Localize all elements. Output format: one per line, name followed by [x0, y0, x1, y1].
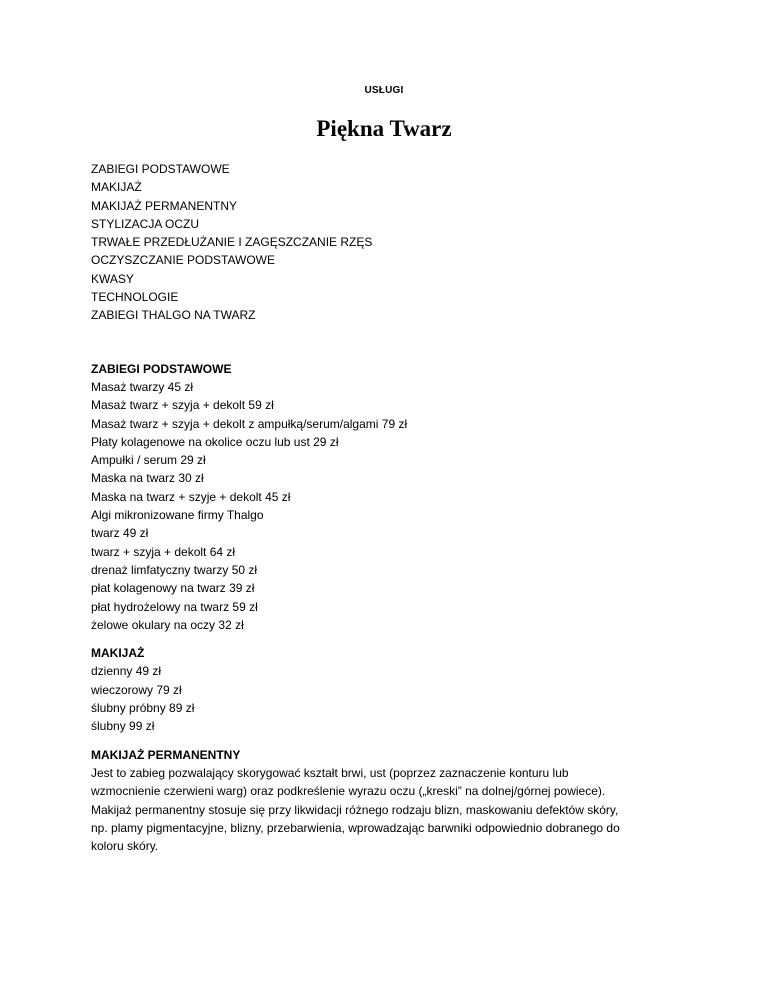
- document-content: [91, 160, 691, 855]
- section-permanent-makeup: [91, 746, 691, 856]
- price-item: Płaty kolagenowe na okolice oczu lub ust 29 zł: [91, 434, 339, 449]
- menu-item-acids: KWASY: [91, 271, 134, 286]
- section-title: ZABIEGI PODSTAWOWE: [91, 361, 232, 376]
- price-item: ślubny próbny 89 zł: [91, 701, 195, 716]
- menu-item-permanent-makeup: MAKIJAŻ PERMANENTNY: [91, 198, 238, 213]
- menu-item-basic-cleansing: OCZYSZCZANIE PODSTAWOWE: [91, 253, 276, 268]
- price-item: Masaż twarz + szyja + dekolt 59 zł: [91, 398, 274, 413]
- price-item: Maska na twarz + szyje + dekolt 45 zł: [91, 489, 291, 504]
- description-line: wzmocnienie czerwieni warg) oraz podkreślenie wyrazu oczu („kreski” na dolnej/górnej powiece).: [91, 784, 606, 799]
- description-line: Makijaż permanentny stosuje się przy likwidacji różnego rodzaju blizn, maskowaniu defektów skóry,: [91, 802, 619, 817]
- menu-item-technologies: TECHNOLOGIE: [91, 290, 179, 305]
- section-makeup: [91, 644, 691, 735]
- price-item: twarz + szyja + dekolt 64 zł: [91, 544, 236, 559]
- price-item: Ampułki / serum 29 zł: [91, 453, 206, 468]
- section-title: MAKIJAŻ: [91, 646, 145, 661]
- section-basic-treatments: [91, 360, 691, 634]
- price-item: drenaż limfatyczny twarzy 50 zł: [91, 562, 258, 577]
- description-line: Jest to zabieg pozwalający skorygować kształt brwi, ust (poprzez zaznaczenie konturu lub: [91, 765, 569, 780]
- document-title: Piękna Twarz: [316, 116, 452, 141]
- spacer: [91, 634, 691, 644]
- menu-item-eyelash-extension: TRWAŁE PRZEDŁUŻANIE I ZAGĘSZCZANIE RZĘS: [91, 235, 373, 250]
- price-item: Maska na twarz 30 zł: [91, 471, 204, 486]
- document-heading: USŁUGI: [364, 85, 404, 96]
- menu-item-thalgo: ZABIEGI THALGO NA TWARZ: [91, 308, 256, 323]
- price-item: Masaż twarz + szyja + dekolt z ampułką/serum/algami 79 zł: [91, 416, 408, 431]
- price-item: ślubny 99 zł: [91, 719, 155, 734]
- spacer: [91, 325, 691, 360]
- menu-item-eye-styling: STYLIZACJA OCZU: [91, 216, 200, 231]
- price-item: Masaż twarzy 45 zł: [91, 379, 194, 394]
- price-item: dzienny 49 zł: [91, 664, 162, 679]
- price-item: żelowe okulary na oczy 32 zł: [91, 617, 244, 632]
- price-item: płat hydrożelowy na twarz 59 zł: [91, 599, 258, 614]
- section-title: MAKIJAŻ PERMANENTNY: [91, 747, 241, 762]
- menu-item-makeup: MAKIJAŻ: [91, 180, 142, 195]
- menu-item-basic: ZABIEGI PODSTAWOWE: [91, 162, 230, 176]
- price-item: twarz 49 zł: [91, 526, 149, 541]
- price-item: płat kolagenowy na twarz 39 zł: [91, 581, 255, 596]
- price-item: Algi mikronizowane firmy Thalgo: [91, 508, 264, 523]
- price-item: wieczorowy 79 zł: [91, 682, 182, 697]
- services-menu: [91, 160, 691, 325]
- description-line: np. plamy pigmentacyjne, blizny, przebarwienia, wprowadzając barwniki odpowiednio dobranego do: [91, 820, 620, 835]
- spacer: [91, 736, 691, 746]
- description-line: koloru skóry.: [91, 839, 159, 854]
